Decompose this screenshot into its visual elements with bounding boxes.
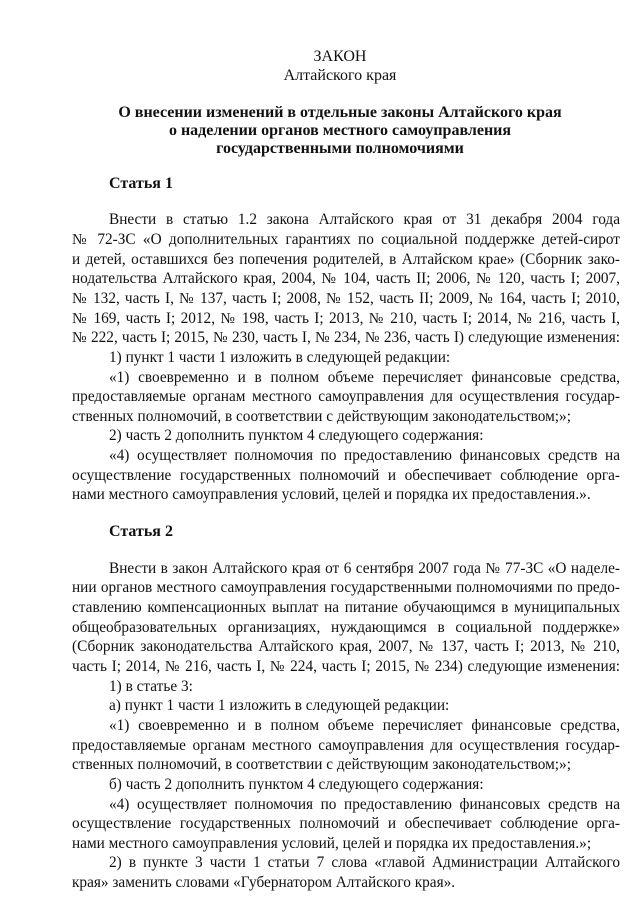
paragraph-line: предоставляемые органам местного самоуправления для осуществления государ- <box>72 737 620 754</box>
paragraph-line: «1) своевременно и в полном объеме перечисляет финансовые средства, <box>109 369 620 386</box>
paragraph-line: «4) осуществляет полномочия по предоставлению финансовых средств на <box>109 796 620 813</box>
paragraph-line: а) пункт 1 части 1 изложить в следующей редакции: <box>109 697 450 714</box>
paragraph-line: нами местного самоуправления условий, целей и порядка их предоставления.». <box>72 486 591 503</box>
paragraph-line: Внести в статью 1.2 закона Алтайского края от 31 декабря 2004 года <box>109 211 620 228</box>
paragraph-line: нами местного самоуправления условий, целей и порядка их предоставления.»; <box>72 835 592 852</box>
doc-title-line: о наделении органов местного самоуправления <box>168 122 512 139</box>
paragraph-line: № 169, часть I; 2012, № 198, часть I; 2013, № 210, часть I; 2014, № 216, часть I, <box>72 310 620 327</box>
paragraph-line: 1) в статье 3: <box>109 678 193 695</box>
paragraph-line: нии органов местного самоуправления государственными полномочиями по предо- <box>72 579 620 596</box>
paragraph-line: № 132, часть I, № 137, часть I; 2008, № 152, часть II; 2009, № 164, часть I; 2010, <box>72 290 620 307</box>
paragraph-line: № 222, часть I; 2015, № 230, часть I, № 234, № 236, часть I) следующие изменения: <box>72 329 620 346</box>
paragraph-line: ставлению компенсационных выплат на питание обучающимся в муниципальных <box>72 599 620 616</box>
paragraph-line: «1) своевременно и в полном объеме перечисляет финансовые средства, <box>109 717 620 734</box>
paragraph-line: 1) пункт 1 части 1 изложить в следующей редакции: <box>109 349 451 366</box>
paragraph-line: 2) в пункте 3 части 1 статьи 7 слова «главой Администрации Алтайского <box>109 854 620 871</box>
paragraph-line: ственных полномочий, в соответствии с действующим законодательством;»; <box>72 408 571 425</box>
paragraph-line: и детей, оставшихся без попечения родителей, в Алтайском крае» (Сборник зако- <box>72 251 620 268</box>
doc-title-line: О внесении изменений в отдельные законы Алтайского края <box>118 104 562 121</box>
doc-title-line: государственными полномочиями <box>216 140 464 157</box>
doc-type: ЗАКОН <box>313 48 367 65</box>
paragraph-line: предоставляемые органам местного самоуправления для осуществления государ- <box>72 388 620 405</box>
paragraph-line: (Сборник законодательства Алтайского края, 2007, № 137, часть I; 2013, № 210, <box>72 638 620 655</box>
paragraph-line: нодательства Алтайского края, 2004, № 104, часть II; 2006, № 120, часть I; 2007, <box>72 270 620 287</box>
paragraph-line: ственных полномочий, в соответствии с действующим законодательством;»; <box>72 756 571 773</box>
paragraph-line: Внести в закон Алтайского края от 6 сентября 2007 года № 77-ЗС «О наделе- <box>109 560 620 577</box>
paragraph-line: осуществление государственных полномочий и обеспечивает соблюдение орга- <box>72 467 620 484</box>
article-1-heading: Статья 1 <box>109 175 173 192</box>
paragraph-line: б) часть 2 дополнить пунктом 4 следующего содержания: <box>109 776 484 793</box>
paragraph-line: осуществление государственных полномочий и обеспечивает соблюдение орга- <box>72 815 620 832</box>
paragraph-line: часть I; 2014, № 216, часть I, № 224, часть I; 2015, № 234) следующие изменения: <box>72 658 620 675</box>
paragraph-line: края» заменить словами «Губернатором Алтайского края». <box>72 874 456 891</box>
paragraph-line: № 72-ЗС «О дополнительных гарантиях по социальной поддержке детей-сирот <box>72 231 620 248</box>
paragraph-line: 2) часть 2 дополнить пунктом 4 следующего содержания: <box>109 427 484 444</box>
doc-region: Алтайского края <box>283 67 397 84</box>
paragraph-line: «4) осуществляет полномочия по предоставлению финансовых средств на <box>109 447 620 464</box>
article-2-heading: Статья 2 <box>109 523 173 540</box>
paragraph-line: общеобразовательных организациях, нуждающимся в социальной поддержке» <box>72 619 620 636</box>
